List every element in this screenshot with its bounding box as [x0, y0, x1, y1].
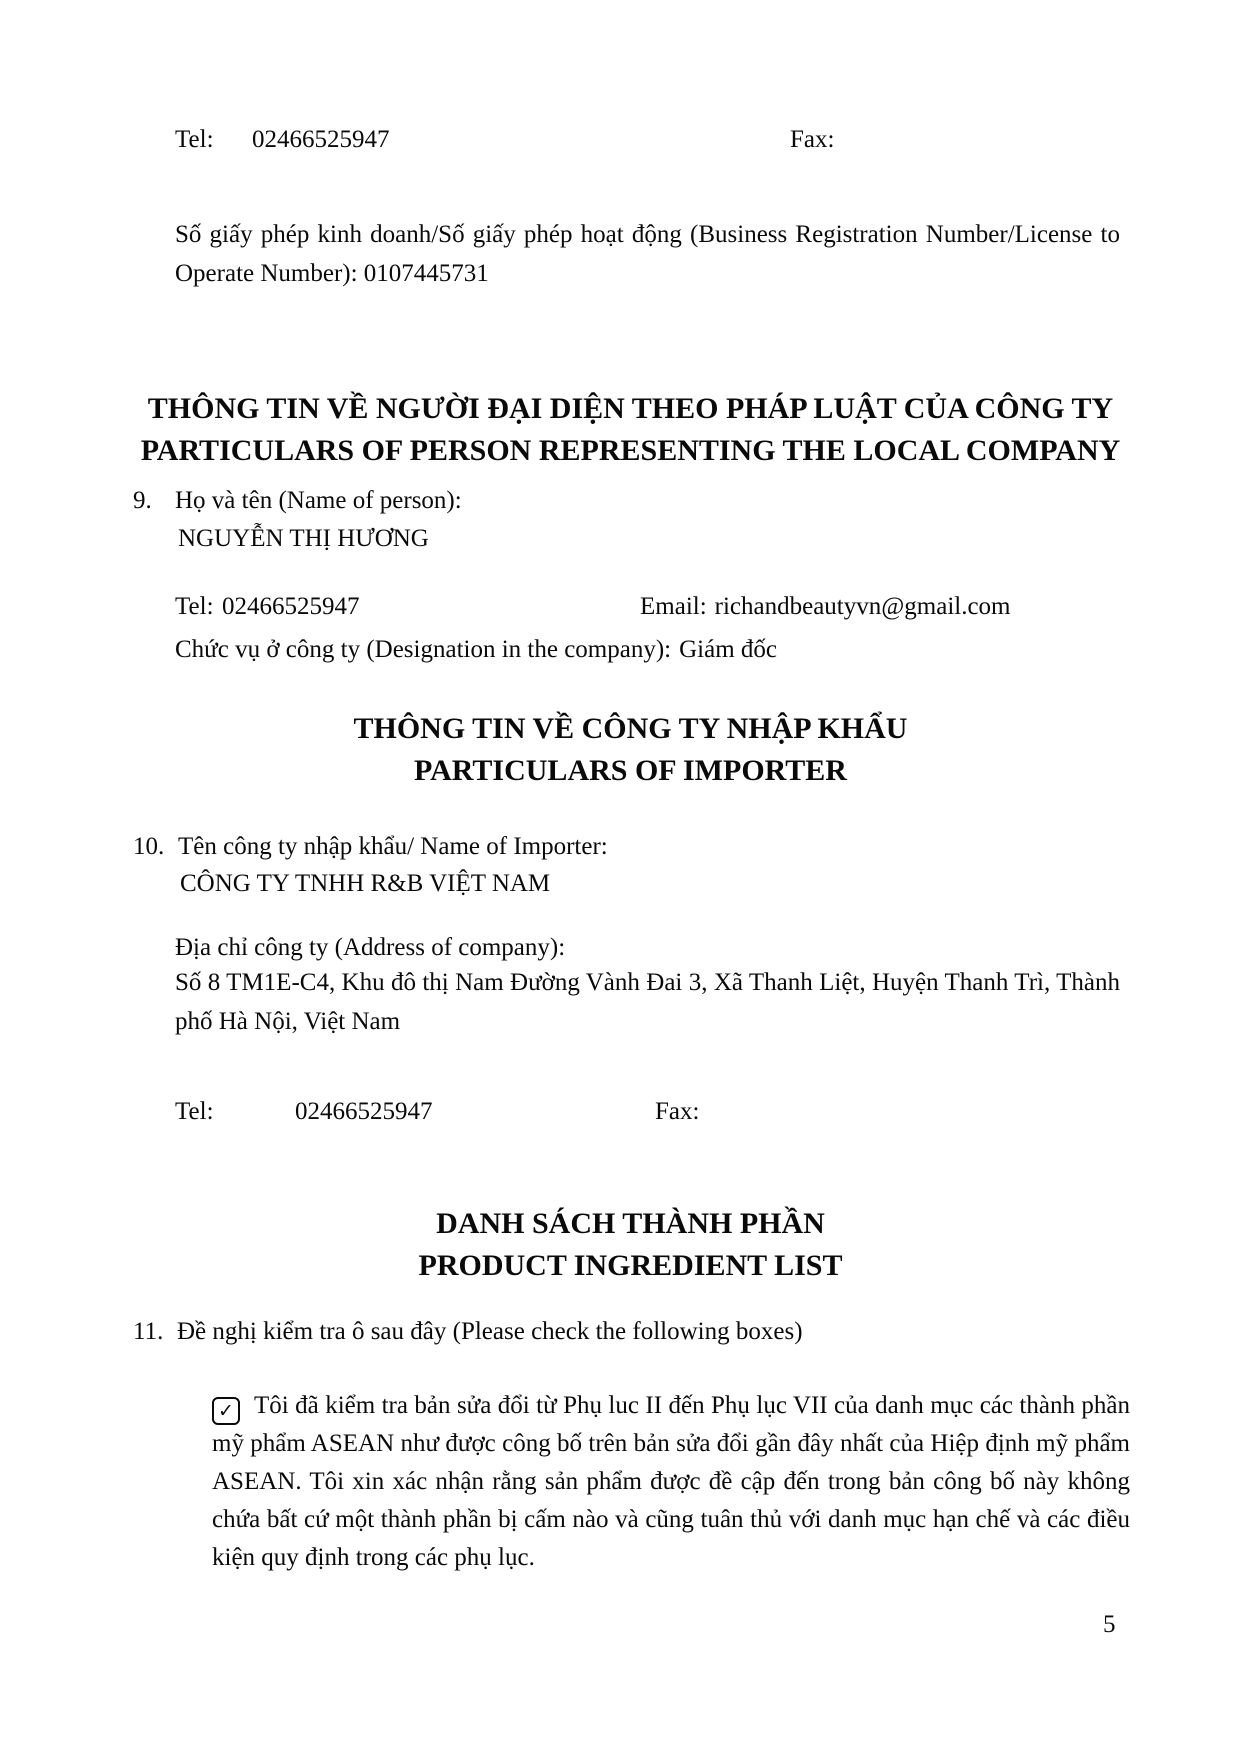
representative-contact-row — [0, 592, 1241, 624]
representative-title-en: PARTICULARS OF PERSON REPRESENTING THE LOCAL COMPANY — [140, 434, 1121, 467]
importer-title-vi: THÔNG TIN VỀ CÔNG TY NHẬP KHẨU — [353, 712, 908, 745]
importer-tel-value: 02466525947 — [295, 1098, 433, 1125]
ingredient-title-vi: DANH SÁCH THÀNH PHẦN — [436, 1207, 825, 1240]
item-10-number: 10. — [133, 833, 165, 860]
ingredient-section-heading — [133, 1203, 1128, 1287]
header-fax-label: Fax: — [790, 126, 835, 153]
designation-label: Chức vụ ở công ty (Designation in the company): — [175, 636, 672, 663]
designation-row — [0, 635, 1241, 667]
item-9-number: 9. — [133, 487, 152, 514]
importer-address-value: Số 8 TM1E-C4, Khu đô thị Nam Đường Vành Đai 3, Xã Thanh Liệt, Huyện Thanh Trì, Thành phố Hà Nội, Việt Nam — [175, 969, 1120, 1035]
person-name-row — [0, 524, 1241, 556]
person-name-value: NGUYỄN THỊ HƯƠNG — [178, 525, 429, 552]
importer-section-heading — [133, 708, 1128, 792]
item-11-row — [0, 1317, 1241, 1349]
designation-value: Giám đốc — [679, 636, 778, 663]
representative-section-heading — [133, 388, 1128, 472]
check-boxes-instruction: Đề nghị kiểm tra ô sau đây (Please check the following boxes) — [177, 1318, 803, 1345]
importer-address-label-row — [0, 933, 1241, 965]
importer-tel-label: Tel: — [175, 1098, 214, 1125]
item-9-row — [0, 486, 1241, 518]
representative-tel-value: 02466525947 — [222, 593, 360, 620]
importer-name-value: CÔNG TY TNHH R&B VIỆT NAM — [180, 870, 551, 897]
ingredient-declaration — [212, 1387, 1130, 1577]
header-tel-label: Tel: — [175, 126, 214, 153]
representative-email-label: Email: — [640, 593, 707, 620]
representative-email-group — [640, 592, 1011, 621]
page-number: 5 — [1103, 1611, 1116, 1638]
designation-group — [175, 635, 777, 664]
representative-title-vi: THÔNG TIN VỀ NGƯỜI ĐẠI DIỆN THEO PHÁP LUẬT CỦA CÔNG TY — [147, 392, 1114, 425]
ingredient-title-en: PRODUCT INGREDIENT LIST — [418, 1249, 843, 1282]
check-mark-icon: ✓ — [218, 1400, 234, 1422]
importer-address-label: Địa chỉ công ty (Address of company): — [175, 934, 566, 961]
importer-fax-label: Fax: — [655, 1098, 700, 1125]
importer-title-en: PARTICULARS OF IMPORTER — [414, 754, 847, 787]
declaration-checkbox[interactable] — [212, 1397, 240, 1425]
person-name-label: Họ và tên (Name of person): — [175, 487, 462, 514]
header-contact-row — [0, 125, 1241, 157]
header-tel-value: 02466525947 — [252, 126, 390, 153]
importer-name-label: Tên công ty nhập khẩu/ Name of Importer: — [178, 833, 608, 860]
representative-tel-label: Tel: — [175, 593, 214, 620]
item-11-number: 11. — [133, 1318, 164, 1345]
importer-contact-row — [0, 1097, 1241, 1129]
importer-name-row — [0, 869, 1241, 901]
business-registration-text: Số giấy phép kinh doanh/Số giấy phép hoạt động (Business Registration Number/License to Operate Number): 0107445731 — [175, 221, 1120, 287]
declaration-text: Tôi đã kiểm tra bản sửa đổi từ Phụ luc II đến Phụ lục VII của danh mục các thành phần mỹ phẩm ASEAN như được công bố trên bản sửa đổi gần đây nhất của Hiệp định mỹ phẩm ASEAN. Tôi xin xác nhận rằng sản phẩm được đề cập đến trong bản công bố này không chứa bất cứ một thành phần bị cấm nào và cũng tuân thủ với danh mục hạn chế và các điều kiện quy định trong các phụ lục. — [212, 1392, 1130, 1571]
representative-email-value: richandbeautyvn@gmail.com — [714, 593, 1011, 620]
item-10-row — [0, 832, 1241, 864]
